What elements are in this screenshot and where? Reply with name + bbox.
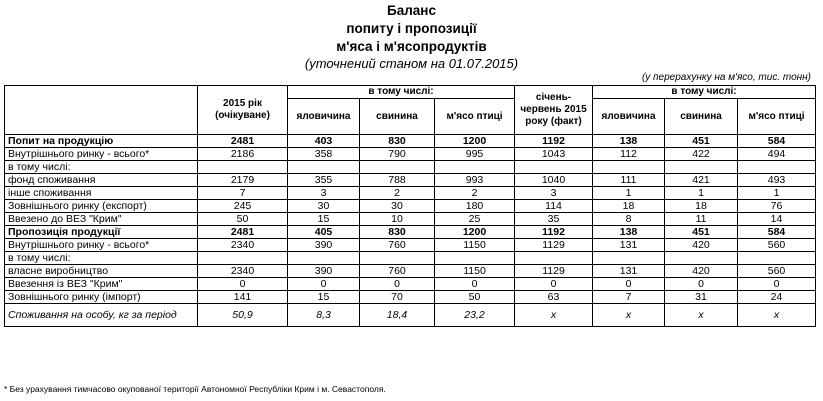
header-pork-a: свинина [360, 99, 435, 135]
header-incl-b: в тому числі: [593, 86, 816, 99]
cell-value: 3 [515, 187, 593, 200]
cell-value [360, 161, 435, 174]
cell-value: 1129 [515, 265, 593, 278]
row-label: фонд споживання [5, 174, 198, 187]
cell-value: 995 [435, 148, 515, 161]
cell-value: 830 [360, 135, 435, 148]
header-empty [5, 86, 198, 135]
cell-value: 2481 [198, 226, 288, 239]
header-pork-b: свинина [665, 99, 738, 135]
cell-value: 1 [593, 187, 665, 200]
cell-value: 14 [738, 213, 816, 226]
cell-value: 50 [198, 213, 288, 226]
cell-value: 180 [435, 200, 515, 213]
row-label: інше споживання [5, 187, 198, 200]
cell-value: 2179 [198, 174, 288, 187]
cell-value: 1200 [435, 226, 515, 239]
cell-value: 451 [665, 135, 738, 148]
cell-value: 7 [593, 291, 665, 304]
footnote: * Без урахування тимчасово окупованої території Автономної Республіки Крим і м. Севастополя. [4, 384, 386, 394]
cell-value [515, 161, 593, 174]
cell-value: 76 [738, 200, 816, 213]
cell-value [665, 252, 738, 265]
cell-value [198, 161, 288, 174]
table-row [5, 265, 816, 278]
cell-value: 63 [515, 291, 593, 304]
cell-value: 2340 [198, 265, 288, 278]
cell-value: 11 [665, 213, 738, 226]
cell-value: 24 [738, 291, 816, 304]
header-incl-a: в тому числі: [288, 86, 515, 99]
cell-value: 420 [665, 265, 738, 278]
cell-value: 494 [738, 148, 816, 161]
cell-value: 0 [593, 278, 665, 291]
table-row [5, 304, 816, 327]
balance-table [4, 85, 816, 327]
cell-value [515, 252, 593, 265]
cell-value: 0 [665, 278, 738, 291]
cell-value: 8 [593, 213, 665, 226]
cell-value: 560 [738, 239, 816, 252]
cell-value [665, 161, 738, 174]
cell-value [435, 252, 515, 265]
cell-value: 7 [198, 187, 288, 200]
units-note: (у перерахунку на м'ясо, тис. тонн) [641, 72, 811, 83]
header-2015: 2015 рік (очікуване) [198, 86, 288, 135]
cell-value: 0 [515, 278, 593, 291]
table-row [5, 239, 816, 252]
row-label: Попит на продукцію [5, 135, 198, 148]
title-subtitle: (уточнений станом на 01.07.2015) [304, 56, 519, 71]
cell-value: 993 [435, 174, 515, 187]
row-label: Пропозиція продукції [5, 226, 198, 239]
title-line-2: попиту і пропозиції [346, 21, 477, 36]
cell-value: 31 [665, 291, 738, 304]
cell-value: 0 [198, 278, 288, 291]
title-line-1: Баланс [387, 3, 436, 18]
table-row [5, 291, 816, 304]
cell-value [593, 252, 665, 265]
cell-value: 1150 [435, 265, 515, 278]
cell-value: 18,4 [360, 304, 435, 327]
title-block [0, 2, 823, 72]
cell-value: 0 [288, 278, 360, 291]
table-row [5, 148, 816, 161]
cell-value: 2 [435, 187, 515, 200]
row-label: Внутрішнього ринку - всього* [5, 239, 198, 252]
cell-value: x [515, 304, 593, 327]
cell-value: 15 [288, 213, 360, 226]
cell-value: 1040 [515, 174, 593, 187]
cell-value: 50 [435, 291, 515, 304]
cell-value: 70 [360, 291, 435, 304]
cell-value [435, 161, 515, 174]
cell-value [360, 252, 435, 265]
cell-value: 131 [593, 239, 665, 252]
cell-value: 2340 [198, 239, 288, 252]
table-row [5, 187, 816, 200]
table-row [5, 161, 816, 174]
table-row [5, 252, 816, 265]
cell-value: 584 [738, 135, 816, 148]
cell-value: 760 [360, 265, 435, 278]
cell-value: 10 [360, 213, 435, 226]
table-row [5, 135, 816, 148]
header-poultry-a: м'ясо птиці [435, 99, 515, 135]
cell-value: 1200 [435, 135, 515, 148]
title-line-3: м'яса і м'ясопродуктів [336, 39, 487, 54]
header-poultry-b: м'ясо птиці [738, 99, 816, 135]
cell-value: 35 [515, 213, 593, 226]
row-label: Ввезено до ВЕЗ "Крим" [5, 213, 198, 226]
row-label: Зовнішнього ринку (імпорт) [5, 291, 198, 304]
cell-value [593, 161, 665, 174]
cell-value: 403 [288, 135, 360, 148]
row-label: власне виробництво [5, 265, 198, 278]
cell-value: 111 [593, 174, 665, 187]
table-row [5, 278, 816, 291]
cell-value: 358 [288, 148, 360, 161]
cell-value: 30 [288, 200, 360, 213]
cell-value: 1192 [515, 135, 593, 148]
cell-value: 420 [665, 239, 738, 252]
cell-value: 18 [665, 200, 738, 213]
cell-value: 114 [515, 200, 593, 213]
cell-value: 18 [593, 200, 665, 213]
cell-value: 23,2 [435, 304, 515, 327]
row-label: Зовнішнього ринку (експорт) [5, 200, 198, 213]
cell-value: 390 [288, 239, 360, 252]
header-jan-jun: січень-червень 2015 року (факт) [515, 86, 593, 135]
cell-value: 493 [738, 174, 816, 187]
cell-value: 1150 [435, 239, 515, 252]
cell-value: 15 [288, 291, 360, 304]
row-label: в тому числі: [5, 161, 198, 174]
cell-value: 422 [665, 148, 738, 161]
row-label: Споживання на особу, кг за період [5, 304, 198, 327]
cell-value: 0 [738, 278, 816, 291]
cell-value: 1192 [515, 226, 593, 239]
cell-value: 584 [738, 226, 816, 239]
table-row [5, 174, 816, 187]
cell-value: 405 [288, 226, 360, 239]
cell-value: 451 [665, 226, 738, 239]
cell-value: 760 [360, 239, 435, 252]
cell-value [198, 252, 288, 265]
row-label: Внутрішнього ринку - всього* [5, 148, 198, 161]
table-row [5, 213, 816, 226]
cell-value: x [593, 304, 665, 327]
row-label: в тому числі: [5, 252, 198, 265]
cell-value [288, 252, 360, 265]
cell-value: x [665, 304, 738, 327]
cell-value: 138 [593, 135, 665, 148]
cell-value: 138 [593, 226, 665, 239]
cell-value: 245 [198, 200, 288, 213]
cell-value: 2 [360, 187, 435, 200]
cell-value: 1 [665, 187, 738, 200]
cell-value: 1 [738, 187, 816, 200]
cell-value: 112 [593, 148, 665, 161]
cell-value: 390 [288, 265, 360, 278]
cell-value: 2186 [198, 148, 288, 161]
cell-value: 25 [435, 213, 515, 226]
table-row [5, 200, 816, 213]
cell-value: 830 [360, 226, 435, 239]
table-row [5, 226, 816, 239]
header-beef-a: яловичина [288, 99, 360, 135]
cell-value: 2481 [198, 135, 288, 148]
cell-value: 141 [198, 291, 288, 304]
header-beef-b: яловичина [593, 99, 665, 135]
cell-value [738, 252, 816, 265]
cell-value: 560 [738, 265, 816, 278]
cell-value: 3 [288, 187, 360, 200]
cell-value: 355 [288, 174, 360, 187]
cell-value: x [738, 304, 816, 327]
cell-value: 1129 [515, 239, 593, 252]
cell-value: 1043 [515, 148, 593, 161]
cell-value [288, 161, 360, 174]
table-body [5, 135, 816, 327]
cell-value: 30 [360, 200, 435, 213]
cell-value: 50,9 [198, 304, 288, 327]
cell-value: 421 [665, 174, 738, 187]
row-label: Ввезення із ВЕЗ "Крим" [5, 278, 198, 291]
cell-value: 8,3 [288, 304, 360, 327]
cell-value: 131 [593, 265, 665, 278]
cell-value: 0 [435, 278, 515, 291]
cell-value: 0 [360, 278, 435, 291]
cell-value: 790 [360, 148, 435, 161]
cell-value: 788 [360, 174, 435, 187]
cell-value [738, 161, 816, 174]
